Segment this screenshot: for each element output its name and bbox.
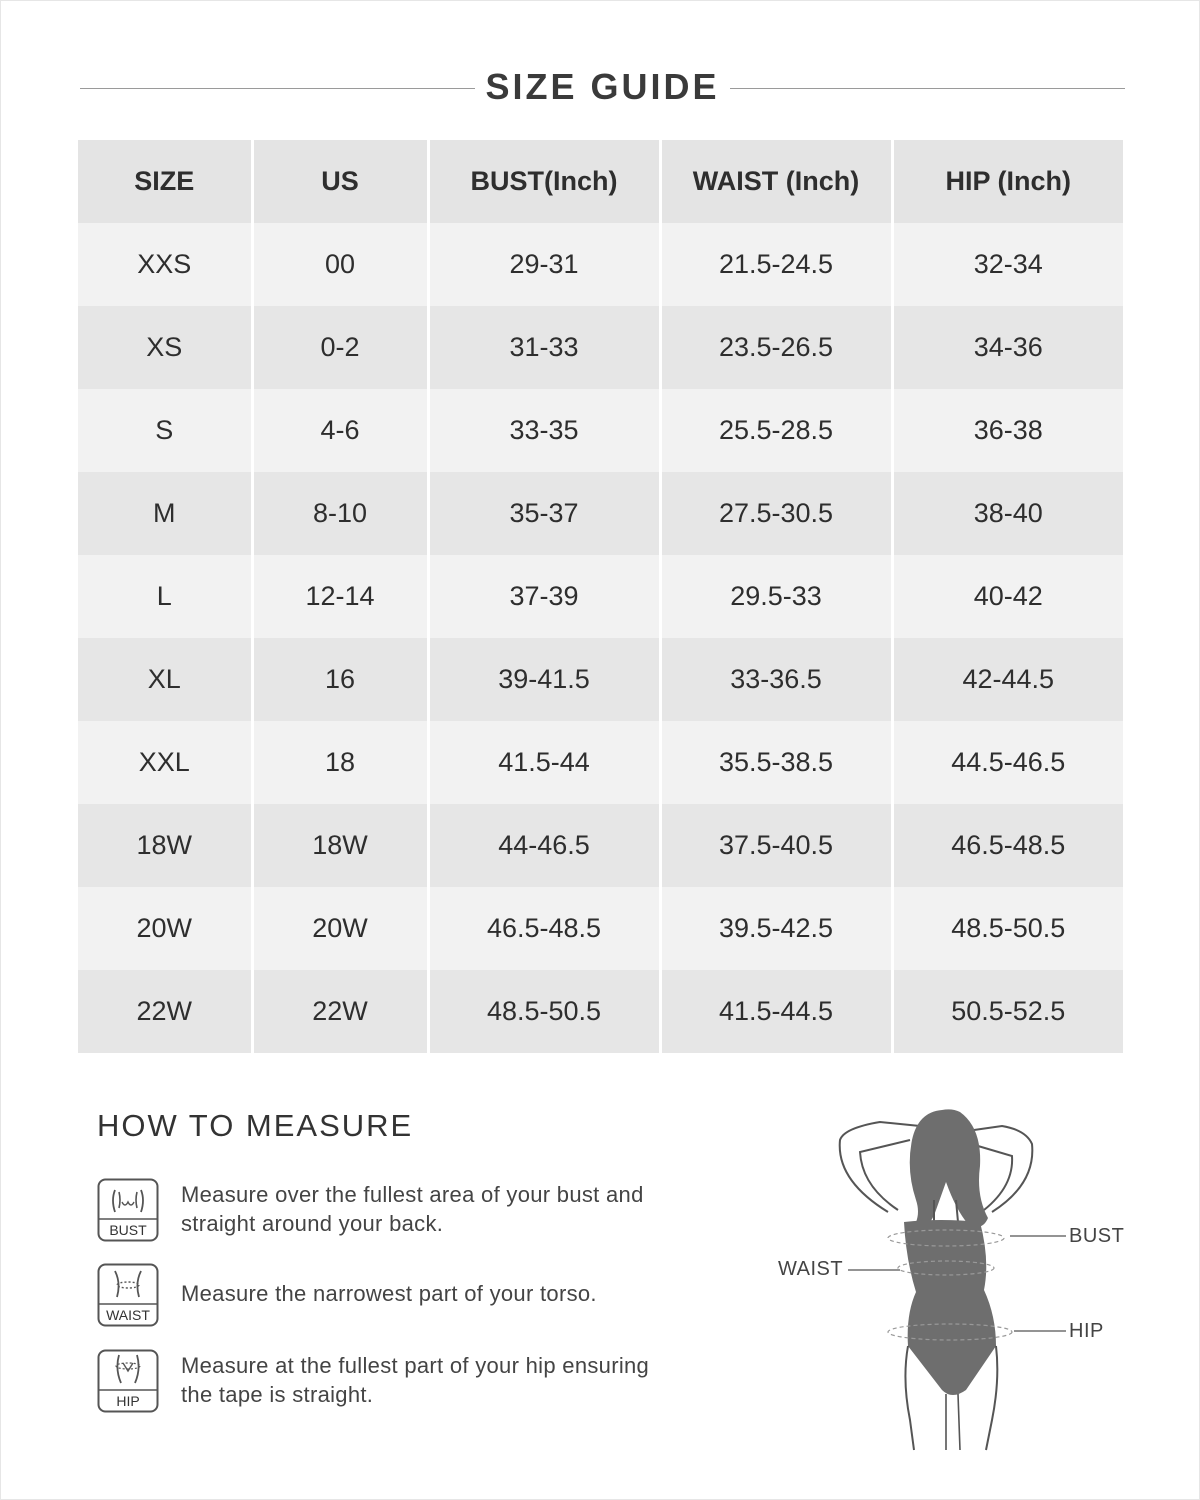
swimsuit <box>904 1220 996 1395</box>
table-header-row <box>78 140 1123 223</box>
hip-label: HIP <box>1069 1320 1104 1342</box>
cell-bust: 44-46.5 <box>428 804 660 887</box>
cell-us: 16 <box>252 638 428 721</box>
cell-us: 0-2 <box>252 306 428 389</box>
cell-size: XL <box>78 638 252 721</box>
cell-hip: 42-44.5 <box>892 638 1123 721</box>
left-leg <box>905 1346 914 1450</box>
cell-hip: 44.5-46.5 <box>892 721 1123 804</box>
cell-hip: 34-36 <box>892 306 1123 389</box>
table-row <box>78 970 1123 1053</box>
cell-us: 00 <box>252 223 428 306</box>
hip-icon-label: HIP <box>116 1393 140 1409</box>
inner-legs <box>946 1394 960 1450</box>
cell-bust: 46.5-48.5 <box>428 887 660 970</box>
cell-hip: 48.5-50.5 <box>892 887 1123 970</box>
cell-waist: 27.5-30.5 <box>660 472 892 555</box>
cell-bust: 35-37 <box>428 472 660 555</box>
cell-size: L <box>78 555 252 638</box>
waist-text-line1: Measure the narrowest part of your torso. <box>181 1281 597 1306</box>
bust-icon-label: BUST <box>109 1222 147 1238</box>
table-row <box>78 223 1123 306</box>
bust-label: BUST <box>1069 1225 1125 1247</box>
cell-hip: 36-38 <box>892 389 1123 472</box>
hair <box>910 1109 988 1232</box>
cell-hip: 38-40 <box>892 472 1123 555</box>
table-row <box>78 555 1123 638</box>
table-row <box>78 389 1123 472</box>
cell-waist: 21.5-24.5 <box>660 223 892 306</box>
waist-icon <box>97 1263 159 1327</box>
cell-hip: 32-34 <box>892 223 1123 306</box>
cell-us: 8-10 <box>252 472 428 555</box>
cell-waist: 39.5-42.5 <box>660 887 892 970</box>
table-row <box>78 638 1123 721</box>
cell-hip: 46.5-48.5 <box>892 804 1123 887</box>
cell-waist: 23.5-26.5 <box>660 306 892 389</box>
waist-label: WAIST <box>778 1258 844 1280</box>
cell-waist: 33-36.5 <box>660 638 892 721</box>
bust-text-line2: straight around your back. <box>181 1211 444 1236</box>
cell-bust: 31-33 <box>428 306 660 389</box>
cell-size: 22W <box>78 970 252 1053</box>
cell-size: S <box>78 389 252 472</box>
table-row <box>78 887 1123 970</box>
header-bust: BUST(Inch) <box>428 140 660 223</box>
cell-size: 20W <box>78 887 252 970</box>
how-to-measure-heading: HOW TO MEASURE <box>97 1108 414 1143</box>
cell-hip: 40-42 <box>892 555 1123 638</box>
cell-size: 18W <box>78 804 252 887</box>
cell-bust: 29-31 <box>428 223 660 306</box>
title-bar <box>80 62 1125 112</box>
cell-bust: 39-41.5 <box>428 638 660 721</box>
cell-waist: 41.5-44.5 <box>660 970 892 1053</box>
size-table <box>78 140 1123 1053</box>
bust-instruction <box>97 1178 757 1248</box>
table-row <box>78 721 1123 804</box>
header-us: US <box>252 140 428 223</box>
table-row <box>78 306 1123 389</box>
right-arm <box>974 1126 1032 1212</box>
cell-waist: 25.5-28.5 <box>660 389 892 472</box>
cell-waist: 37.5-40.5 <box>660 804 892 887</box>
hip-text-line2: the tape is straight. <box>181 1382 374 1407</box>
left-arm <box>840 1122 920 1212</box>
page-title: SIZE GUIDE <box>485 66 720 107</box>
right-leg <box>986 1346 997 1450</box>
cell-us: 20W <box>252 887 428 970</box>
table-row <box>78 472 1123 555</box>
cell-size: XS <box>78 306 252 389</box>
hip-icon <box>97 1349 159 1413</box>
cell-size: XXS <box>78 223 252 306</box>
cell-bust: 37-39 <box>428 555 660 638</box>
table-row <box>78 804 1123 887</box>
bust-text-line1: Measure over the fullest area of your bust and <box>181 1182 644 1207</box>
cell-waist: 29.5-33 <box>660 555 892 638</box>
cell-size: XXL <box>78 721 252 804</box>
waist-icon-label: WAIST <box>106 1307 150 1323</box>
bust-icon <box>97 1178 159 1242</box>
hip-text-line1: Measure at the fullest part of your hip ensuring <box>181 1353 650 1378</box>
header-hip: HIP (Inch) <box>892 140 1123 223</box>
cell-bust: 48.5-50.5 <box>428 970 660 1053</box>
cell-bust: 41.5-44 <box>428 721 660 804</box>
left-arm-inner <box>860 1140 910 1210</box>
cell-us: 18 <box>252 721 428 804</box>
cell-waist: 35.5-38.5 <box>660 721 892 804</box>
hip-instruction <box>97 1349 757 1419</box>
cell-bust: 33-35 <box>428 389 660 472</box>
waist-instruction-text <box>181 1279 781 1308</box>
waist-instruction <box>97 1263 757 1333</box>
header-waist: WAIST (Inch) <box>660 140 892 223</box>
cell-us: 4-6 <box>252 389 428 472</box>
cell-us: 22W <box>252 970 428 1053</box>
cell-size: M <box>78 472 252 555</box>
header-size: SIZE <box>78 140 252 223</box>
cell-hip: 50.5-52.5 <box>892 970 1123 1053</box>
hip-instruction-text <box>181 1351 781 1409</box>
cell-us: 18W <box>252 804 428 887</box>
title-divider-right <box>730 88 1125 89</box>
cell-us: 12-14 <box>252 555 428 638</box>
bust-instruction-text <box>181 1180 781 1238</box>
